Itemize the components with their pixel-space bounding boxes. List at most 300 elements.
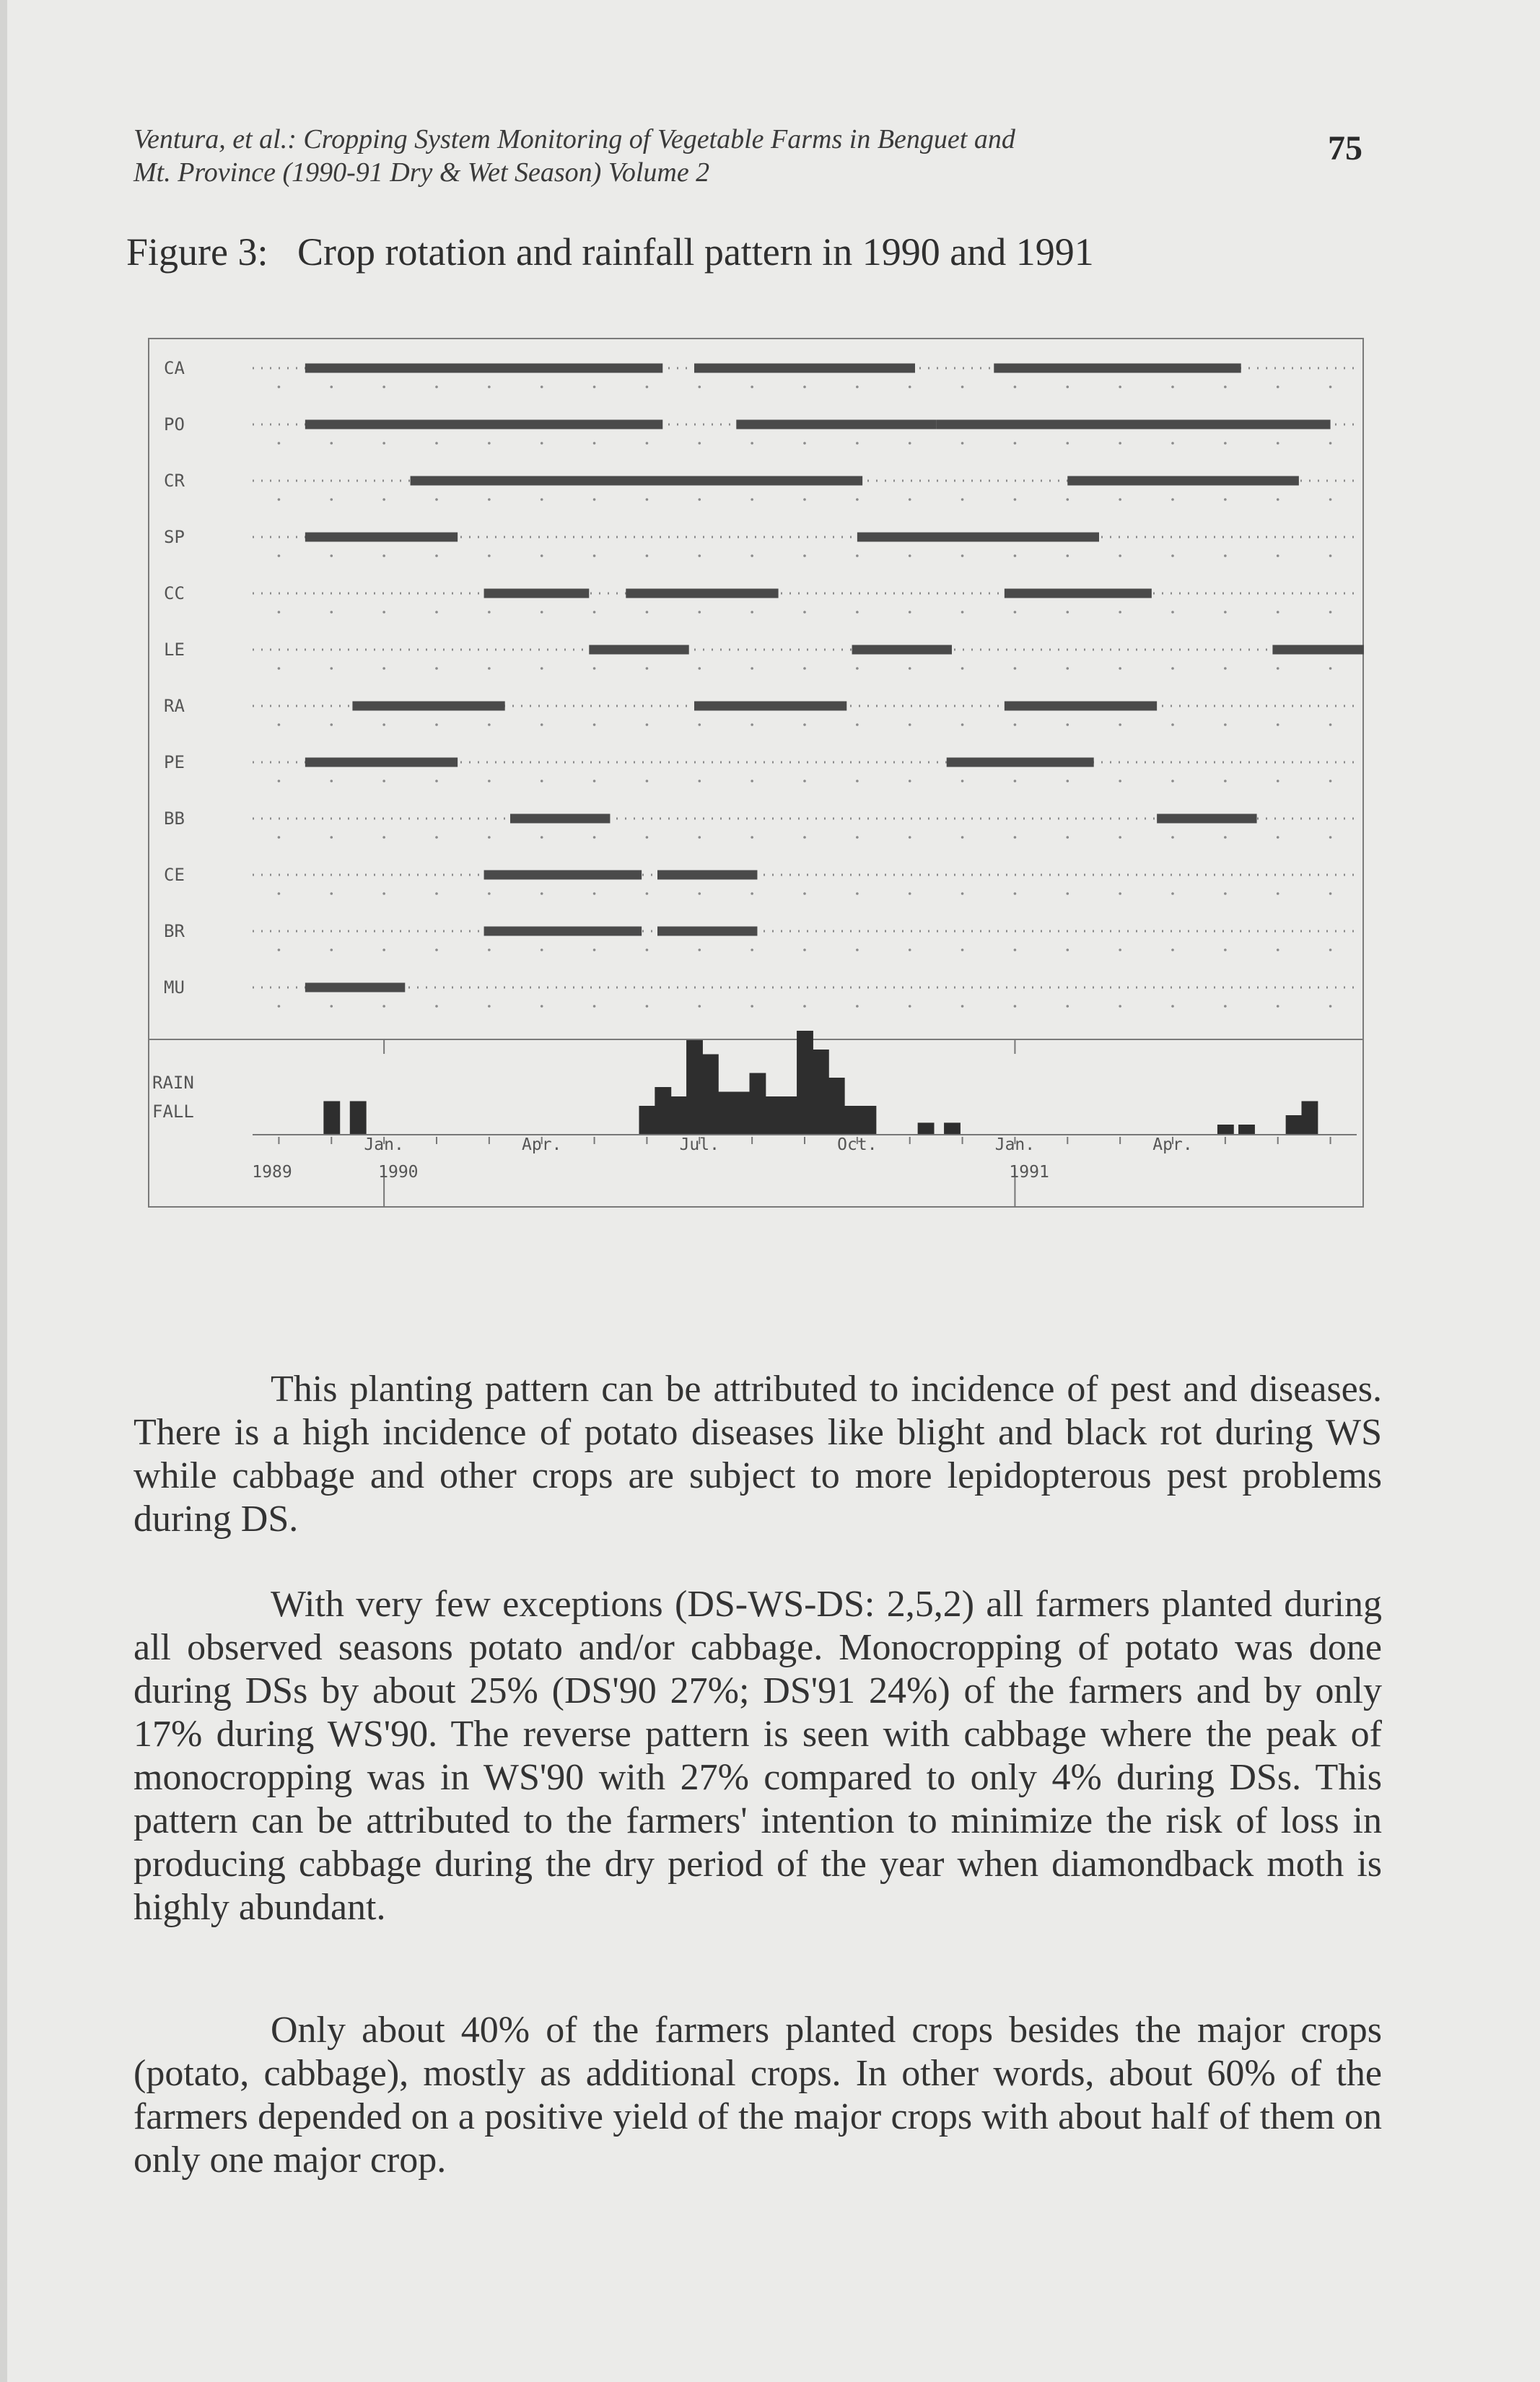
tick-dot [751,385,753,388]
tick-dot [803,723,806,726]
tick-dot [856,948,859,951]
tick-dot [330,836,333,839]
tick-dot [646,948,649,951]
crop-bar-pe-2 [947,758,1094,767]
running-head [134,123,1180,189]
crop-bar-sp-2 [857,533,973,542]
tick-dot [593,836,596,839]
tick-dot [646,1005,649,1008]
chart-svg [148,338,1364,1208]
tick-dot [541,1005,543,1008]
crop-bar-cr-4 [1067,476,1299,486]
tick-dot [541,611,543,614]
crop-bar-ce-2 [657,871,757,880]
tick-dot [1014,442,1017,445]
tick-dot [1066,611,1069,614]
tick-dot [593,667,596,670]
tick-dot [961,892,964,895]
tick-dot [593,1005,596,1008]
tick-dot [382,780,385,782]
tick-dot [751,667,753,670]
tick-dot [909,667,911,670]
crop-bar-le-2 [852,645,952,655]
tick-dot [698,1005,701,1008]
rainfall-bar [860,1106,877,1134]
crop-bar-cc-3 [1005,589,1152,598]
tick-dot [646,554,649,557]
crop-bar-ca-2 [694,364,915,373]
tick-dot [1277,948,1279,951]
tick-dot [435,1005,438,1008]
tick-dot [488,1005,491,1008]
body-paragraph-3: Only about 40% of the farmers planted crops besides the major crops (potato, cabbage), mostly as additional crops. In other words, about 60% of the farmers depended on a positive yield of the major crops with about half of them on only one major crop. [134,2010,1382,2181]
tick-dot [909,723,911,726]
tick-dot [803,442,806,445]
tick-dot [1014,948,1017,951]
tick-dot [961,723,964,726]
rainfall-layer [152,1031,1318,1134]
tick-dot [961,1005,964,1008]
tick-dot [1066,892,1069,895]
tick-dot [330,1005,333,1008]
crop-bar-po-1 [305,420,662,429]
tick-dot [1119,723,1121,726]
crop-bar-po-2 [736,420,936,429]
tick-dot [909,780,911,782]
tick-dot [435,948,438,951]
tick-dot [1119,1005,1121,1008]
tick-dot [1224,442,1227,445]
tick-dot [961,498,964,501]
tick-dot [541,836,543,839]
tick-dot [1119,836,1121,839]
month-label-jul: Jul. [679,1135,719,1154]
tick-dot [435,667,438,670]
rainfall-bar [734,1092,751,1135]
tick-dot [330,780,333,782]
rainfall-bar [655,1087,671,1134]
tick-dot [856,892,859,895]
tick-dot [382,385,385,388]
tick-dot [330,385,333,388]
tick-dot [909,948,911,951]
crop-bar-cr-3 [710,476,862,486]
tick-dot [1277,442,1279,445]
rainfall-bar [1286,1115,1303,1134]
tick-dot [1119,442,1121,445]
crop-bar-cc-2 [626,589,778,598]
tick-dot [435,780,438,782]
tick-dot [1329,892,1332,895]
tick-dot [593,554,596,557]
tick-dot [803,780,806,782]
tick-dot [435,723,438,726]
tick-dot [278,667,281,670]
tick-dot [1171,892,1174,895]
tick-dot [856,385,859,388]
tick-dot [961,780,964,782]
crop-label-pe: PE [164,752,185,772]
tick-dot [278,780,281,782]
crop-bar-ra-1 [352,702,504,711]
rainfall-bar [670,1096,687,1134]
tick-dot [278,836,281,839]
tick-dot [1329,1005,1332,1008]
tick-dot [278,442,281,445]
tick-dot [1171,554,1174,557]
tick-dot [278,385,281,388]
tick-dot [1014,723,1017,726]
tick-dot [698,442,701,445]
tick-dot [909,836,911,839]
tick-dot [1329,611,1332,614]
rainfall-bar [702,1055,719,1135]
tick-dot [1119,892,1121,895]
tick-dot [541,780,543,782]
body-paragraph-1: This planting pattern can be attributed to incidence of pest and diseases. There is a high incidence of potato diseases like blight and black rot during WS while cabbage and other crops are subject to more lepidopterous pest problems during DS. [134,1369,1382,1540]
year-label-1990: 1990 [378,1163,419,1182]
month-label-apr: Apr. [522,1135,562,1154]
tick-dot [1066,723,1069,726]
tick-dot [593,780,596,782]
tick-dot [1224,667,1227,670]
tick-dot [646,892,649,895]
tick-dot [330,498,333,501]
tick-dot [1224,836,1227,839]
tick-dot [382,948,385,951]
rainfall-bar [750,1073,766,1135]
tick-dot [541,554,543,557]
crop-bar-le-3 [1272,645,1364,655]
tick-dot [382,442,385,445]
rainfall-bar [918,1122,935,1134]
rainfall-label-line2: FALL [152,1101,194,1122]
rainfall-bar [323,1101,340,1135]
tick-dot [1066,780,1069,782]
tick-dot [856,1005,859,1008]
crop-bar-br-1 [484,927,642,936]
gantt-layer [164,358,1364,1008]
tick-dot [698,948,701,951]
rainfall-bar [718,1092,735,1135]
tick-dot [1066,667,1069,670]
tick-dot [856,498,859,501]
tick-dot [1119,554,1121,557]
crop-bar-po-3 [936,420,1330,429]
tick-dot [1171,1005,1174,1008]
tick-dot [1066,1005,1069,1008]
tick-dot [330,723,333,726]
rainfall-bar [1302,1101,1318,1135]
tick-dot [909,554,911,557]
tick-dot [856,836,859,839]
crop-label-bb: BB [164,808,185,829]
crop-label-po: PO [164,414,185,435]
figure-title: Crop rotation and rainfall pattern in 1990 and 1991 [297,230,1094,274]
tick-dot [488,892,491,895]
tick-dot [1329,723,1332,726]
tick-dot [803,498,806,501]
tick-dot [488,836,491,839]
tick-dot [382,723,385,726]
tick-dot [1277,554,1279,557]
tick-dot [803,554,806,557]
tick-dot [1014,385,1017,388]
crop-bar-cc-1 [484,589,590,598]
tick-dot [488,948,491,951]
tick-dot [856,554,859,557]
tick-dot [278,723,281,726]
tick-dot [1014,1005,1017,1008]
rainfall-bar [350,1101,367,1135]
year-label-1991: 1991 [1009,1163,1049,1182]
tick-dot [1277,385,1279,388]
crop-label-cr: CR [164,471,185,491]
crop-label-mu: MU [164,977,185,998]
crop-bar-bb-2 [1157,814,1256,824]
tick-dot [856,611,859,614]
tick-dot [593,892,596,895]
tick-dot [1066,442,1069,445]
tick-dot [593,723,596,726]
tick-dot [278,611,281,614]
tick-dot [330,667,333,670]
crop-bar-sp-3 [957,533,1099,542]
crop-bar-ra-2 [694,702,846,711]
tick-dot [488,667,491,670]
tick-dot [382,498,385,501]
tick-dot [961,385,964,388]
tick-dot [435,836,438,839]
tick-dot [1277,780,1279,782]
tick-dot [541,948,543,951]
tick-dot [488,780,491,782]
tick-dot [1171,723,1174,726]
tick-dot [488,498,491,501]
tick-dot [803,667,806,670]
tick-dot [541,723,543,726]
tick-dot [278,498,281,501]
tick-dot [751,780,753,782]
tick-dot [909,442,911,445]
crop-bar-le-1 [589,645,688,655]
tick-dot [541,385,543,388]
tick-dot [1329,554,1332,557]
tick-dot [1277,836,1279,839]
crop-bar-mu-1 [305,983,405,992]
tick-dot [1014,667,1017,670]
tick-dot [1224,723,1227,726]
tick-dot [1224,498,1227,501]
tick-dot [330,442,333,445]
tick-dot [961,836,964,839]
tick-dot [698,723,701,726]
page-edge [0,0,7,2382]
tick-dot [646,611,649,614]
tick-dot [1014,554,1017,557]
tick-dot [1329,780,1332,782]
tick-dot [909,892,911,895]
tick-dot [646,667,649,670]
figure-caption [126,230,1094,274]
tick-dot [1171,667,1174,670]
tick-dot [382,1005,385,1008]
tick-dot [593,611,596,614]
tick-dot [1171,948,1174,951]
tick-dot [1119,611,1121,614]
tick-dot [698,667,701,670]
crop-label-le: LE [164,640,185,660]
crop-rotation-chart [148,338,1364,1208]
rainfall-bar [781,1096,797,1134]
tick-dot [1329,498,1332,501]
tick-dot [856,667,859,670]
tick-dot [1329,667,1332,670]
rainfall-bar [828,1078,845,1134]
tick-dot [698,385,701,388]
tick-dot [1224,611,1227,614]
tick-dot [961,611,964,614]
rainfall-label-line1: RAIN [152,1073,194,1093]
tick-dot [1066,385,1069,388]
tick-dot [435,442,438,445]
tick-dot [541,667,543,670]
tick-dot [593,498,596,501]
running-head-line2: Mt. Province (1990-91 Dry & Wet Season) Volume 2 [134,157,710,188]
tick-dot [278,948,281,951]
tick-dot [330,892,333,895]
tick-dot [803,1005,806,1008]
tick-dot [382,667,385,670]
crop-bar-br-2 [657,927,757,936]
tick-dot [1277,723,1279,726]
tick-dot [698,892,701,895]
tick-dot [382,554,385,557]
tick-dot [1171,385,1174,388]
tick-dot [1066,554,1069,557]
tick-dot [698,554,701,557]
month-label-jan: Jan. [994,1135,1036,1154]
tick-dot [751,1005,753,1008]
tick-dot [751,498,753,501]
tick-dot [1171,780,1174,782]
tick-dot [698,780,701,782]
tick-dot [541,498,543,501]
tick-dot [856,442,859,445]
tick-dot [593,442,596,445]
tick-dot [1171,611,1174,614]
tick-dot [909,498,911,501]
tick-dot [1014,892,1017,895]
tick-dot [1171,498,1174,501]
tick-dot [1014,498,1017,501]
tick-dot [1224,1005,1227,1008]
tick-dot [330,948,333,951]
tick-dot [1066,498,1069,501]
crop-bar-ra-3 [1005,702,1157,711]
tick-dot [1224,554,1227,557]
crop-label-ca: CA [164,358,185,378]
tick-dot [593,385,596,388]
crop-label-ce: CE [164,865,185,885]
tick-dot [1277,498,1279,501]
rainfall-bar [1238,1125,1255,1134]
tick-dot [278,892,281,895]
crop-label-cc: CC [164,583,185,603]
tick-dot [435,554,438,557]
tick-dot [382,611,385,614]
tick-dot [698,498,701,501]
tick-dot [803,836,806,839]
tick-dot [803,611,806,614]
rainfall-bar [813,1050,829,1134]
tick-dot [646,780,649,782]
tick-dot [803,892,806,895]
tick-dot [646,498,649,501]
tick-dot [646,385,649,388]
tick-dot [856,723,859,726]
tick-dot [1277,611,1279,614]
figure-label: Figure 3: [126,230,268,274]
rainfall-bar [639,1106,656,1134]
tick-dot [751,723,753,726]
tick-dot [435,385,438,388]
rainfall-bar [1217,1125,1234,1134]
crop-label-ra: RA [164,696,185,716]
tick-dot [1329,948,1332,951]
month-label-apr: Apr. [1152,1135,1193,1154]
tick-dot [278,554,281,557]
page-number: 75 [1328,129,1362,167]
month-label-oct: Oct. [837,1135,878,1154]
tick-dot [698,611,701,614]
crop-bar-ca-3 [994,364,1241,373]
tick-dot [278,1005,281,1008]
tick-dot [646,442,649,445]
tick-dot [1224,780,1227,782]
tick-dot [961,554,964,557]
rainfall-bar [797,1031,813,1134]
tick-dot [803,385,806,388]
tick-dot [488,385,491,388]
tick-dot [1014,611,1017,614]
month-label-jan: Jan. [364,1135,404,1154]
tick-dot [961,948,964,951]
tick-dot [1329,385,1332,388]
tick-dot [646,836,649,839]
tick-dot [1277,1005,1279,1008]
tick-dot [909,611,911,614]
tick-dot [488,442,491,445]
tick-dot [961,442,964,445]
year-label-1989: 1989 [252,1163,292,1182]
crop-bar-ce-1 [484,871,642,880]
crop-label-sp: SP [164,527,185,547]
tick-dot [803,948,806,951]
tick-dot [488,723,491,726]
tick-dot [435,611,438,614]
tick-dot [751,948,753,951]
crop-label-br: BR [164,921,185,941]
tick-dot [1224,948,1227,951]
crop-bar-sp-1 [305,533,458,542]
crop-bar-pe-1 [305,758,458,767]
tick-dot [909,385,911,388]
tick-dot [435,498,438,501]
tick-dot [961,667,964,670]
rainfall-bar [765,1096,782,1134]
rainfall-bar [844,1106,861,1134]
